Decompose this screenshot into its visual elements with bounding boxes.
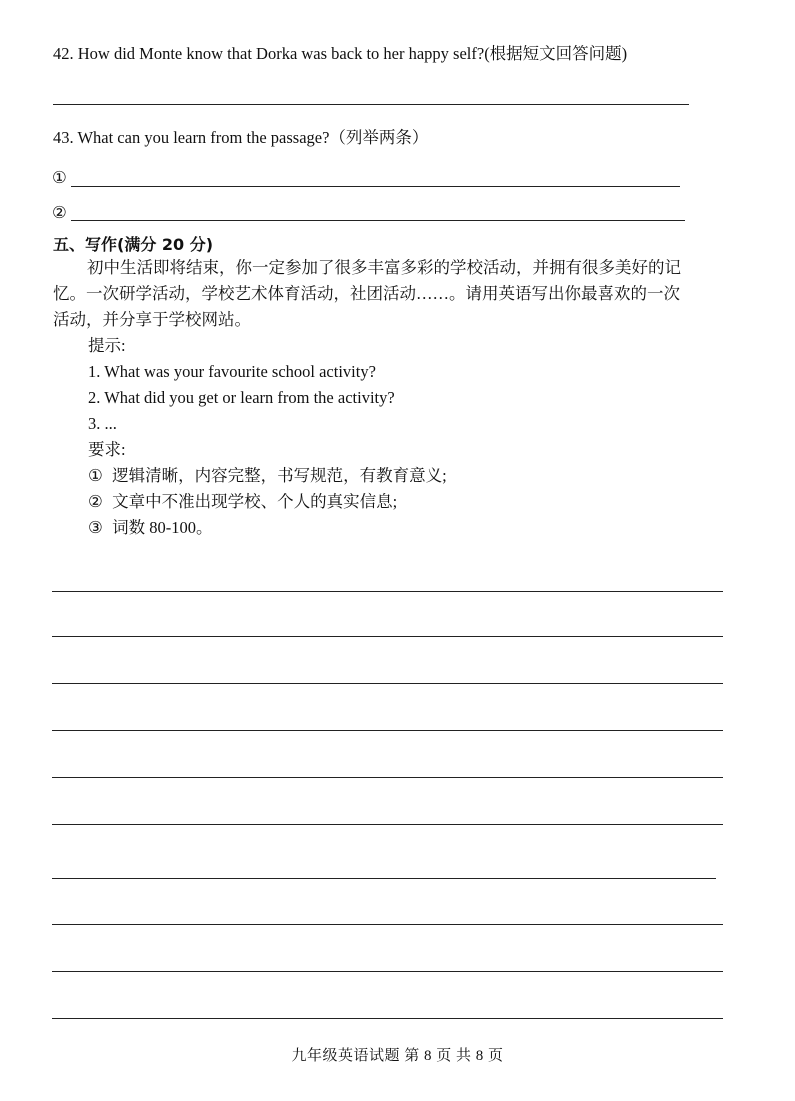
prompt-line-3: 活动，并分享于学校网站。 xyxy=(53,310,251,329)
prompt-line-2: 忆。一次研学活动，学校艺术体育活动，社团活动……。请用英语写出你最喜欢的一次 xyxy=(53,284,680,303)
writing-line[interactable] xyxy=(52,777,723,778)
question-43-text: What can you learn from the passage?（列举两条） xyxy=(77,128,429,147)
hints-label: 提示: xyxy=(88,336,126,355)
requirement-mark: ③ xyxy=(88,518,103,537)
requirement-item xyxy=(88,489,447,515)
writing-line[interactable] xyxy=(52,730,723,731)
prompt-line-1: 初中生活即将结束，你一定参加了很多丰富多彩的学校活动，并拥有很多美好的记 xyxy=(87,258,681,277)
writing-line[interactable] xyxy=(52,1018,723,1019)
writing-line[interactable] xyxy=(52,824,723,825)
section-title-writing: 五、写作(满分 20 分) xyxy=(53,235,214,254)
writing-line[interactable] xyxy=(52,924,723,925)
requirement-item xyxy=(88,515,447,541)
question-42-text: How did Monte know that Dorka was back to her happy self?(根据短文回答问题) xyxy=(77,44,628,63)
hint-item: 1. What was your favourite school activity? xyxy=(88,362,376,381)
page-footer: 九年级英语试题 第 8 页 共 8 页 xyxy=(291,1048,504,1064)
hint-item: 3. ... xyxy=(88,414,117,433)
hint-item: 2. What did you get or learn from the activity? xyxy=(88,388,395,407)
writing-prompt xyxy=(53,255,733,333)
question-42 xyxy=(53,44,627,64)
requirement-text: 文章中不准出现学校、个人的真实信息; xyxy=(112,492,398,511)
requirements-label: 要求: xyxy=(88,440,126,459)
requirement-mark: ② xyxy=(88,492,103,511)
requirement-item xyxy=(88,463,447,489)
question-43 xyxy=(53,128,428,148)
answer-mark-2: ② xyxy=(52,203,67,222)
question-42-number: 42. xyxy=(53,44,74,63)
requirement-text: 词数 80-100。 xyxy=(112,518,213,537)
hints-block xyxy=(88,333,447,541)
requirement-mark: ① xyxy=(88,466,103,485)
writing-line[interactable] xyxy=(52,878,716,879)
answer-line-43-1[interactable] xyxy=(71,186,680,187)
answer-line-42[interactable] xyxy=(53,104,689,105)
question-43-number: 43. xyxy=(53,128,74,147)
answer-mark-1: ① xyxy=(52,168,67,187)
writing-line[interactable] xyxy=(52,971,723,972)
requirement-text: 逻辑清晰，内容完整，书写规范，有教育意义; xyxy=(112,466,447,485)
answer-line-43-2[interactable] xyxy=(71,220,685,221)
writing-line[interactable] xyxy=(52,683,723,684)
writing-line[interactable] xyxy=(52,591,723,592)
writing-line[interactable] xyxy=(52,636,723,637)
